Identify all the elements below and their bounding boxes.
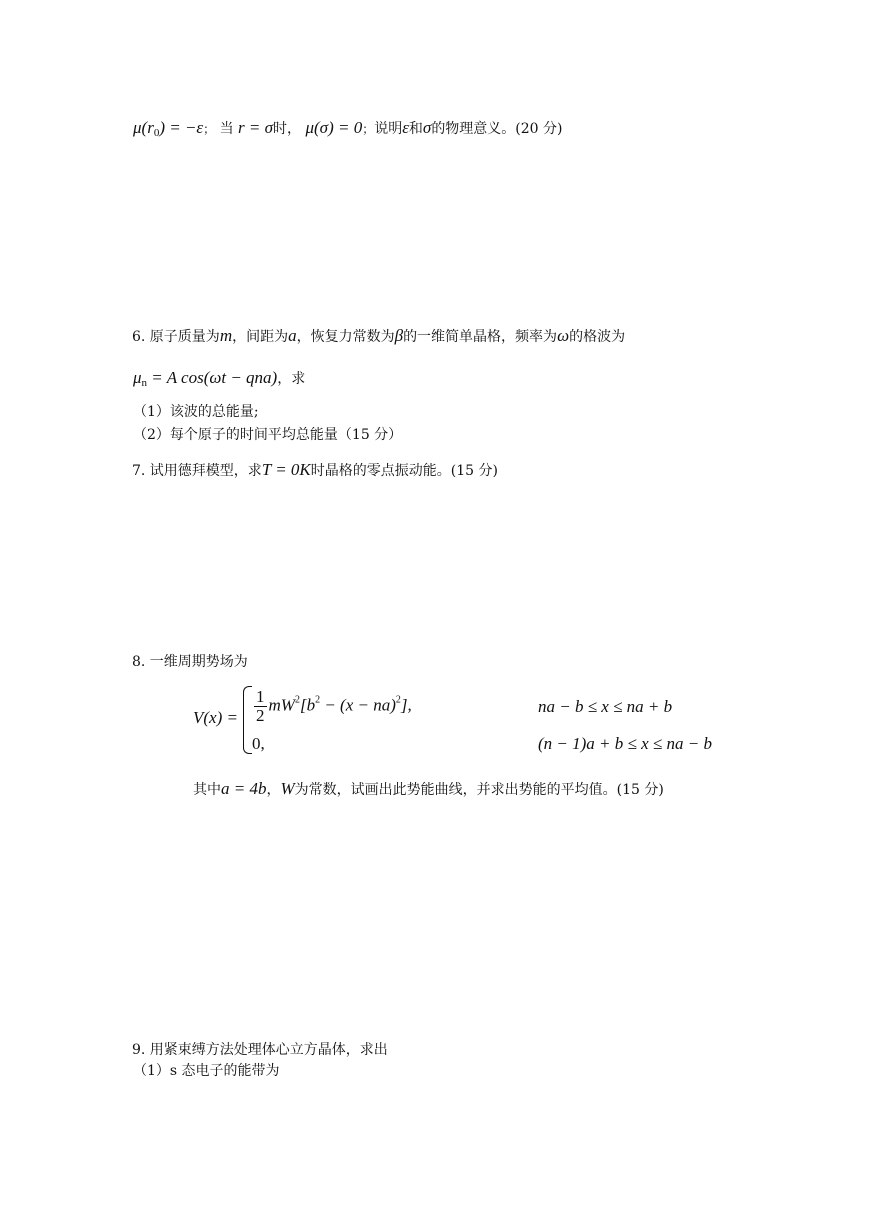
q6-symbol-beta: β [394, 326, 404, 345]
q8-note: 其中a = 4b，W为常数，试画出此势能曲线，并求出势能的平均值。(15 分) [193, 779, 664, 798]
q6-symbol-omega: ω [557, 326, 570, 345]
q6-formula-line: $\mu_n = A$ cos(ωt − qna)，求 [133, 368, 306, 389]
q8-fraction-half: $\frac{1}{2}$ [256, 687, 265, 725]
q8-case-1: $\frac{1}{2}$ $mW^2[b^2 - (x - na)^2]$, [256, 687, 412, 725]
q6-subquestion-1: （1）该波的总能量; [133, 404, 259, 420]
q9-subquestion-1: （1）s 态电子的能带为 [133, 1063, 280, 1079]
q6-line-1: 6. 原子质量为m，间距为a，恢复力常数为β的一维简单晶格，频率为ω的格波为 [132, 326, 626, 345]
q6-wave-formula: $\mu_n = A$ cos(ωt − qna) [133, 368, 278, 389]
q8-cases-brace [243, 686, 252, 754]
q7-line: 7. 试用德拜模型，求T = 0K时晶格的零点振动能。(15 分) [132, 460, 498, 479]
q8-case-2-condition: (n − 1)a + b ≤ x ≤ na − b [538, 734, 712, 753]
q8-symbol-w: W [280, 779, 295, 798]
q5-line: $\mu(r_0) = -\varepsilon$； 当 r = σ时， μ(σ) = 0；说明ε和σ的物理意义。(20 分) [133, 118, 563, 139]
q5-formula-r0: $\mu(r_0) = -\varepsilon$ [133, 118, 204, 139]
q6-subquestion-2: （2）每个原子的时间平均总能量（15 分） [133, 427, 403, 443]
q6-symbol-a: a [288, 326, 297, 345]
q9-heading: 9. 用紧束缚方法处理体心立方晶体，求出 [132, 1042, 388, 1058]
q5-formula-mu-sigma: μ(σ) = 0 [305, 118, 363, 137]
q8-v-lhs: V(x) = [193, 708, 238, 727]
q8-formula-a4b: a = 4b [221, 779, 267, 798]
q8-case-2: 0, [252, 734, 265, 753]
q6-symbol-m: m [219, 326, 233, 345]
q5-formula-r-sigma: r = σ [238, 118, 274, 137]
q5-symbol-epsilon: ε [402, 118, 409, 137]
q5-symbol-sigma: σ [422, 118, 432, 137]
q7-formula-t0k: T = 0K [261, 460, 311, 479]
q8-case-1-condition: na − b ≤ x ≤ na + b [538, 697, 673, 716]
q8-heading: 8. 一维周期势场为 [132, 654, 248, 670]
